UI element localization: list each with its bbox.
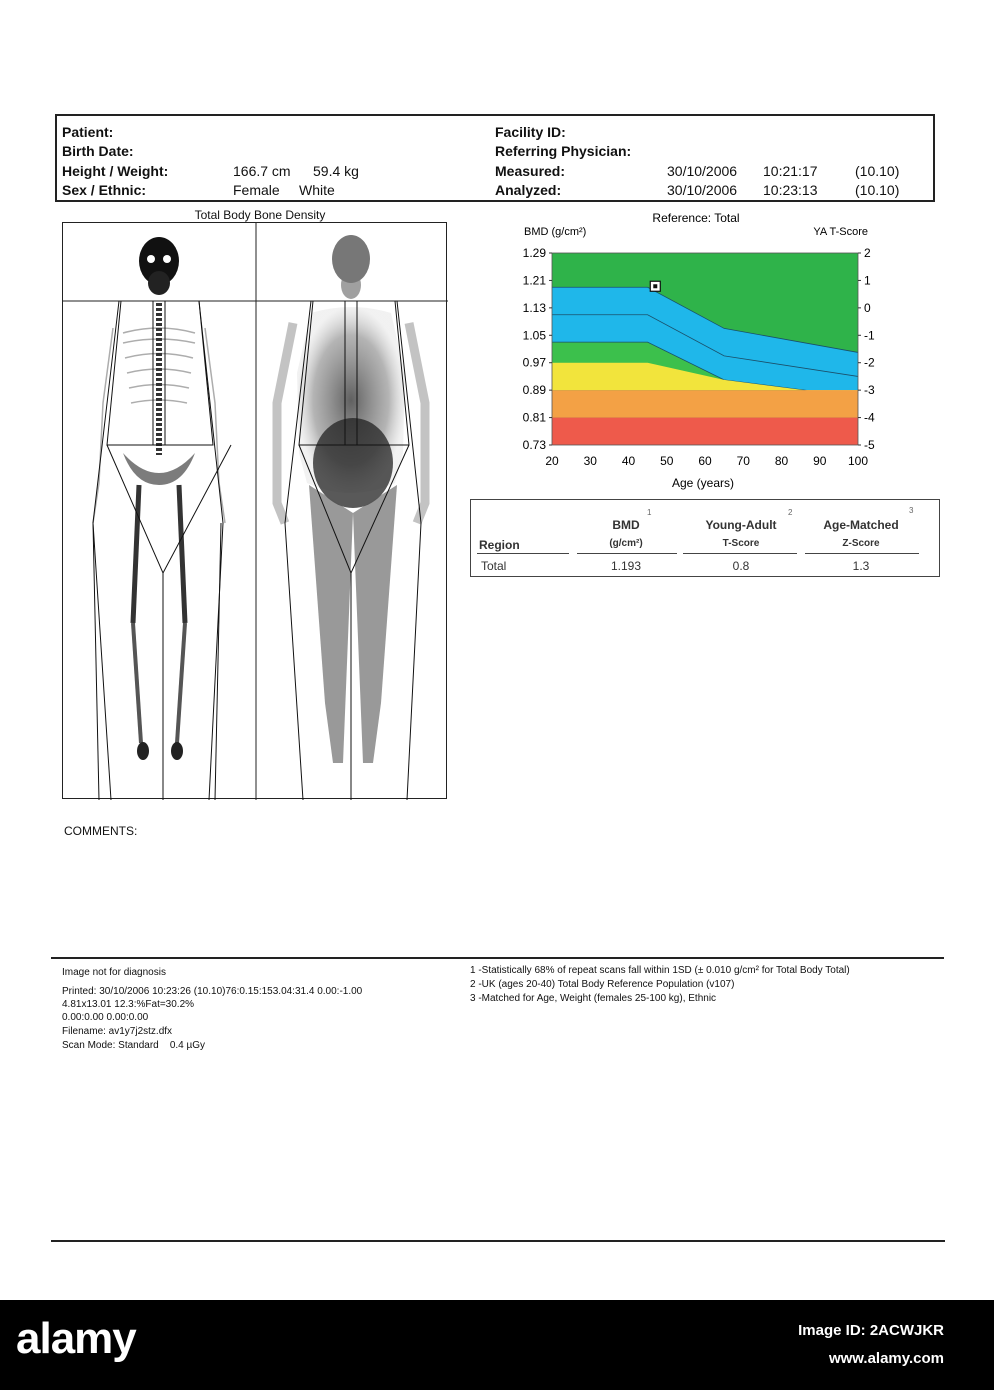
watermark-logo: alamy <box>16 1314 136 1363</box>
x-tick-label: 60 <box>698 454 712 468</box>
y-tick-label: 1.13 <box>522 300 546 315</box>
row-region: Total <box>481 559 507 573</box>
x-tick-label: 20 <box>545 454 559 468</box>
scan-images <box>63 223 448 800</box>
x-tick-label: 70 <box>736 454 750 468</box>
young-adult-header: Young-Adult <box>705 518 777 532</box>
band-red <box>552 418 858 445</box>
band-orange <box>552 390 858 417</box>
results-table <box>470 499 940 577</box>
header-rule-bmd <box>577 553 677 554</box>
footnote-1: 1 -Statistically 68% of repeat scans fall within 1SD (± 0.010 g/cm² for Total Body Total) <box>470 965 850 976</box>
chart-y-axis-label: BMD (g/cm²) <box>524 226 587 238</box>
height-weight-label: Height / Weight: <box>62 163 169 179</box>
footer-offsets: 0.00:0.00 0.00:0.00 <box>62 1012 149 1023</box>
header-rule-z <box>805 553 919 554</box>
y2-tick-label: -5 <box>864 438 875 452</box>
watermark-bar <box>0 1300 994 1390</box>
analyzed-date: 30/10/2006 <box>667 182 738 198</box>
measured-time: 10:21:17 <box>763 163 818 179</box>
y2-tick-label: 0 <box>864 300 871 315</box>
x-tick-label: 40 <box>621 454 636 468</box>
weight-value: 59.4 kg <box>313 163 359 179</box>
header-rule-t <box>683 553 797 554</box>
sex-ethnic-label: Sex / Ethnic: <box>62 182 147 198</box>
comments-label: COMMENTS: <box>64 824 138 838</box>
sex-value: Female <box>233 182 280 198</box>
x-tick-label: 50 <box>660 454 674 468</box>
analyzed-time: 10:23:13 <box>763 182 818 198</box>
footnote-mark-2: 2 <box>788 508 793 517</box>
x-tick-label: 30 <box>583 454 597 468</box>
footer-divider <box>51 957 944 959</box>
patient-label: Patient: <box>62 124 114 140</box>
watermark-image-id: Image ID: 2ACWJKR <box>798 1322 944 1339</box>
row-bmd: 1.193 <box>610 559 642 573</box>
region-header: Region <box>479 538 520 552</box>
footer-not-diagnosis: Image not for diagnosis <box>62 967 166 978</box>
height-value: 166.7 cm <box>233 163 291 179</box>
y-tick-label: 0.81 <box>522 410 546 425</box>
ethnic-value: White <box>299 182 335 198</box>
row-z-score: 1.3 <box>852 559 870 573</box>
footer-scan-mode: Scan Mode: Standard 0.4 µGy <box>62 1040 206 1051</box>
measured-label: Measured: <box>495 163 566 179</box>
y-tick-label: 0.89 <box>522 383 546 398</box>
facility-label: Facility ID: <box>495 124 566 140</box>
row-t-score: 0.8 <box>732 559 750 573</box>
scan-image-frame <box>62 222 447 799</box>
bmd-header: BMD <box>612 518 640 532</box>
z-score-subheader: Z-Score <box>842 538 880 549</box>
x-tick-label: 80 <box>774 454 789 468</box>
reference-chart <box>470 205 890 495</box>
y2-tick-label: 2 <box>864 246 871 260</box>
footer-printed: Printed: 30/10/2006 10:23:26 (10.10)76:0.15:153.04:31.4 0.00:-1.00 <box>62 986 363 997</box>
scan-title: Total Body Bone Density <box>194 208 326 222</box>
patient-header <box>55 114 935 202</box>
footnote-2: 2 -UK (ages 20-40) Total Body Reference Population (v107) <box>470 979 735 990</box>
y-tick-label: 1.29 <box>522 246 546 260</box>
t-score-subheader: T-Score <box>722 538 760 549</box>
y2-tick-label: -2 <box>864 355 875 370</box>
birth-date-label: Birth Date: <box>62 143 134 159</box>
y2-tick-label: -3 <box>864 383 875 398</box>
y2-tick-label: -1 <box>864 328 875 343</box>
chart-y2-axis-label: YA T-Score <box>813 226 868 238</box>
chart-x-axis-label: Age (years) <box>671 476 735 490</box>
bottom-divider <box>51 1240 945 1242</box>
age-matched-header: Age-Matched <box>823 518 899 532</box>
footer-filename: Filename: av1y7j2stz.dfx <box>62 1026 173 1037</box>
soft-tissue-scan-image <box>277 235 425 800</box>
chart-bands <box>552 253 858 445</box>
bone-scan-image <box>93 237 231 800</box>
y2-tick-label: 1 <box>864 273 871 288</box>
patient-marker-dot <box>653 284 657 288</box>
x-tick-label: 90 <box>813 454 827 468</box>
analyzed-version: (10.10) <box>855 182 900 198</box>
y-tick-label: 0.97 <box>522 355 546 370</box>
watermark-url: www.alamy.com <box>828 1350 944 1367</box>
measured-version: (10.10) <box>855 163 900 179</box>
bmd-unit: (g/cm²) <box>609 538 643 549</box>
footer-dimensions: 4.81x13.01 12.3:%Fat=30.2% <box>62 999 195 1010</box>
chart-title: Reference: Total <box>652 211 740 225</box>
chart-patient-marker-group <box>650 281 660 291</box>
y-tick-label: 0.73 <box>522 438 546 452</box>
y2-tick-label: -4 <box>864 410 875 425</box>
header-rule-region <box>477 553 569 554</box>
physician-label: Referring Physician: <box>495 143 632 159</box>
measured-date: 30/10/2006 <box>667 163 738 179</box>
footnote-mark-3: 3 <box>909 506 914 515</box>
analyzed-label: Analyzed: <box>495 182 562 198</box>
y-tick-label: 1.05 <box>522 328 546 343</box>
x-tick-label: 100 <box>847 454 869 468</box>
footnote-mark-1: 1 <box>647 508 652 517</box>
y-tick-label: 1.21 <box>522 273 546 288</box>
footnote-3: 3 -Matched for Age, Weight (females 25-100 kg), Ethnic <box>470 993 717 1004</box>
